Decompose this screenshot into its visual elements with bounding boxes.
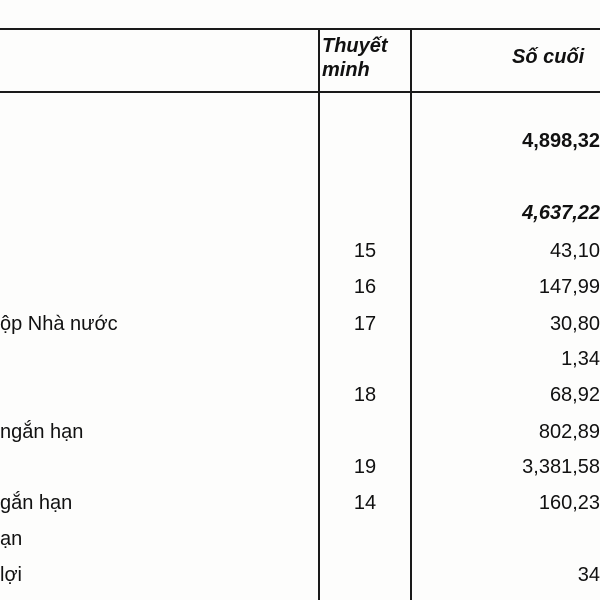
header-note-column [322,34,408,82]
table-top-border [0,28,600,30]
row-note: 19 [353,456,377,478]
row-note: 18 [353,384,377,406]
header-note-line1: Thuyết [322,35,388,57]
header-end-balance-column: Số cuối [512,46,585,68]
row-value: 160,23 [538,492,600,514]
row-value: 147,99 [538,276,600,298]
row-note: 15 [353,240,377,262]
row-note: 14 [353,492,377,514]
row-value: 4,637,22 [522,202,600,224]
row-value: 3,381,58 [522,456,600,478]
row-label: lợi [0,564,23,586]
row-label: ạn [0,528,23,550]
header-note-line2: minh [322,59,370,81]
header-bottom-border [0,91,600,93]
row-label: ộp Nhà nước [0,313,118,335]
row-value: 68,92 [549,384,600,406]
row-value: 802,89 [538,421,600,443]
row-note: 17 [353,313,377,335]
row-value: 43,10 [549,240,600,262]
row-label: gắn hạn [0,492,73,514]
row-value: 34 [577,564,600,586]
row-value: 4,898,32 [522,130,600,152]
row-value: 1,34 [561,348,600,370]
row-note: 16 [353,276,377,298]
row-label: ngắn hạn [0,421,84,443]
row-value: 30,80 [549,313,600,335]
